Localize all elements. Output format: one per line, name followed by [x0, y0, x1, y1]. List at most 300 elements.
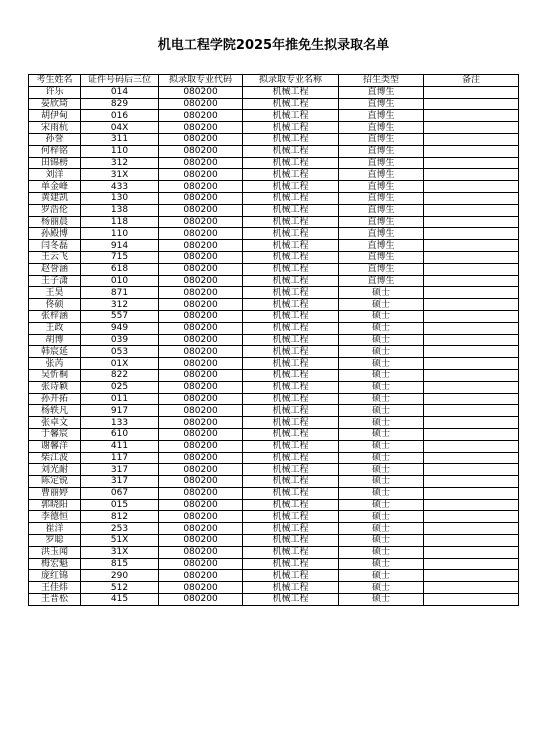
header-major-code: 拟录取专业代码	[159, 75, 243, 87]
cell-major-code: 080200	[159, 523, 243, 535]
cell-id-last-three: 138	[81, 204, 159, 216]
cell-major-name: 机械工程	[243, 452, 339, 464]
cell-remarks	[424, 299, 519, 311]
table-body	[29, 86, 519, 605]
cell-id-last-three: 411	[81, 440, 159, 452]
cell-id-last-three: 512	[81, 582, 159, 594]
cell-major-name: 机械工程	[243, 440, 339, 452]
cell-remarks	[424, 98, 519, 110]
cell-admission-type: 硕士	[339, 322, 424, 334]
cell-name: 庞红锦	[29, 570, 81, 582]
cell-remarks	[424, 122, 519, 134]
table-row	[29, 440, 519, 452]
table-row	[29, 275, 519, 287]
cell-name: 崔洋	[29, 523, 81, 535]
cell-id-last-three: 118	[81, 216, 159, 228]
cell-remarks	[424, 428, 519, 440]
table-row	[29, 417, 519, 429]
cell-name: 梅宏魁	[29, 558, 81, 570]
table-row	[29, 582, 519, 594]
cell-id-last-three: 015	[81, 499, 159, 511]
cell-admission-type: 直博生	[339, 240, 424, 252]
cell-major-name: 机械工程	[243, 192, 339, 204]
cell-admission-type: 硕士	[339, 358, 424, 370]
table-row	[29, 181, 519, 193]
cell-major-code: 080200	[159, 393, 243, 405]
cell-name: 黄建凯	[29, 192, 81, 204]
cell-remarks	[424, 310, 519, 322]
table-row	[29, 346, 519, 358]
cell-major-name: 机械工程	[243, 181, 339, 193]
cell-id-last-three: 871	[81, 287, 159, 299]
cell-name: 王云飞	[29, 251, 81, 263]
cell-major-name: 机械工程	[243, 558, 339, 570]
header-admission-type: 招生类型	[339, 75, 424, 87]
cell-major-code: 080200	[159, 381, 243, 393]
table-row	[29, 299, 519, 311]
cell-id-last-three: 31X	[81, 546, 159, 558]
cell-admission-type: 硕士	[339, 393, 424, 405]
cell-major-name: 机械工程	[243, 110, 339, 122]
cell-admission-type: 直博生	[339, 181, 424, 193]
header-major-name: 拟录取专业名称	[243, 75, 339, 87]
table-row	[29, 263, 519, 275]
cell-major-code: 080200	[159, 452, 243, 464]
cell-remarks	[424, 216, 519, 228]
cell-major-code: 080200	[159, 369, 243, 381]
cell-name: 柴江波	[29, 452, 81, 464]
table-row	[29, 381, 519, 393]
table-header-row	[29, 75, 519, 87]
cell-name: 何梓铭	[29, 145, 81, 157]
cell-major-code: 080200	[159, 133, 243, 145]
table-row	[29, 122, 519, 134]
cell-major-code: 080200	[159, 464, 243, 476]
cell-id-last-three: 822	[81, 369, 159, 381]
cell-remarks	[424, 417, 519, 429]
table-row	[29, 157, 519, 169]
cell-major-name: 机械工程	[243, 228, 339, 240]
cell-major-name: 机械工程	[243, 499, 339, 511]
cell-major-code: 080200	[159, 582, 243, 594]
cell-id-last-three: 01X	[81, 358, 159, 370]
cell-admission-type: 硕士	[339, 405, 424, 417]
cell-major-name: 机械工程	[243, 594, 339, 606]
table-row	[29, 98, 519, 110]
table-row	[29, 452, 519, 464]
table-row	[29, 535, 519, 547]
cell-admission-type: 硕士	[339, 582, 424, 594]
cell-id-last-three: 917	[81, 405, 159, 417]
header-id-last-three: 证件号码后三位	[81, 75, 159, 87]
cell-name: 孙殿博	[29, 228, 81, 240]
cell-name: 罗浩伦	[29, 204, 81, 216]
cell-major-code: 080200	[159, 487, 243, 499]
cell-major-name: 机械工程	[243, 240, 339, 252]
cell-remarks	[424, 487, 519, 499]
cell-id-last-three: 117	[81, 452, 159, 464]
cell-remarks	[424, 145, 519, 157]
cell-name: 王政	[29, 322, 81, 334]
cell-major-code: 080200	[159, 299, 243, 311]
cell-admission-type: 直博生	[339, 228, 424, 240]
cell-major-code: 080200	[159, 122, 243, 134]
cell-major-code: 080200	[159, 417, 243, 429]
cell-remarks	[424, 192, 519, 204]
cell-major-code: 080200	[159, 287, 243, 299]
cell-admission-type: 直博生	[339, 145, 424, 157]
table-row	[29, 523, 519, 535]
cell-remarks	[424, 322, 519, 334]
cell-id-last-three: 025	[81, 381, 159, 393]
cell-remarks	[424, 381, 519, 393]
table-row	[29, 570, 519, 582]
cell-remarks	[424, 393, 519, 405]
cell-major-name: 机械工程	[243, 369, 339, 381]
cell-remarks	[424, 181, 519, 193]
table-row	[29, 369, 519, 381]
cell-remarks	[424, 287, 519, 299]
cell-id-last-three: 949	[81, 322, 159, 334]
cell-major-name: 机械工程	[243, 263, 339, 275]
cell-major-code: 080200	[159, 346, 243, 358]
cell-admission-type: 硕士	[339, 452, 424, 464]
cell-name: 陈定锐	[29, 476, 81, 488]
cell-id-last-three: 067	[81, 487, 159, 499]
table-row	[29, 428, 519, 440]
cell-admission-type: 硕士	[339, 464, 424, 476]
cell-major-code: 080200	[159, 157, 243, 169]
cell-name: 王晋松	[29, 594, 81, 606]
cell-id-last-three: 04X	[81, 122, 159, 134]
cell-major-code: 080200	[159, 98, 243, 110]
cell-admission-type: 硕士	[339, 440, 424, 452]
cell-remarks	[424, 440, 519, 452]
cell-name: 赵誉涵	[29, 263, 81, 275]
cell-name: 杨丽晨	[29, 216, 81, 228]
cell-major-code: 080200	[159, 511, 243, 523]
cell-major-name: 机械工程	[243, 535, 339, 547]
cell-major-name: 机械工程	[243, 334, 339, 346]
cell-major-name: 机械工程	[243, 582, 339, 594]
cell-major-code: 080200	[159, 310, 243, 322]
cell-admission-type: 直博生	[339, 169, 424, 181]
cell-major-code: 080200	[159, 263, 243, 275]
cell-remarks	[424, 369, 519, 381]
cell-name: 张梓涵	[29, 310, 81, 322]
cell-id-last-three: 290	[81, 570, 159, 582]
table-row	[29, 228, 519, 240]
cell-name: 田锦榜	[29, 157, 81, 169]
cell-remarks	[424, 405, 519, 417]
cell-major-name: 机械工程	[243, 346, 339, 358]
cell-major-code: 080200	[159, 240, 243, 252]
cell-admission-type: 直博生	[339, 122, 424, 134]
cell-major-name: 机械工程	[243, 358, 339, 370]
cell-admission-type: 直博生	[339, 133, 424, 145]
cell-name: 孙开拓	[29, 393, 81, 405]
cell-id-last-three: 51X	[81, 535, 159, 547]
cell-major-name: 机械工程	[243, 322, 339, 334]
cell-major-name: 机械工程	[243, 428, 339, 440]
table-row	[29, 251, 519, 263]
cell-major-name: 机械工程	[243, 157, 339, 169]
cell-major-code: 080200	[159, 216, 243, 228]
cell-remarks	[424, 228, 519, 240]
cell-remarks	[424, 594, 519, 606]
table-row	[29, 216, 519, 228]
cell-major-code: 080200	[159, 110, 243, 122]
cell-major-code: 080200	[159, 169, 243, 181]
cell-name: 佟硕	[29, 299, 81, 311]
cell-admission-type: 硕士	[339, 299, 424, 311]
cell-remarks	[424, 523, 519, 535]
cell-id-last-three: 317	[81, 464, 159, 476]
cell-major-name: 机械工程	[243, 216, 339, 228]
cell-remarks	[424, 558, 519, 570]
cell-admission-type: 硕士	[339, 570, 424, 582]
cell-name: 胡伊甸	[29, 110, 81, 122]
cell-name: 郭晓阳	[29, 499, 81, 511]
cell-name: 宋雨杭	[29, 122, 81, 134]
cell-id-last-three: 312	[81, 157, 159, 169]
cell-remarks	[424, 334, 519, 346]
cell-name: 洪玉闻	[29, 546, 81, 558]
cell-remarks	[424, 346, 519, 358]
cell-major-code: 080200	[159, 594, 243, 606]
cell-name: 王昊	[29, 287, 81, 299]
document-title: 机电工程学院2025年推免生拟录取名单	[157, 38, 390, 53]
cell-major-name: 机械工程	[243, 251, 339, 263]
cell-name: 王子潇	[29, 275, 81, 287]
cell-major-name: 机械工程	[243, 487, 339, 499]
cell-major-code: 080200	[159, 334, 243, 346]
cell-major-code: 080200	[159, 145, 243, 157]
cell-id-last-three: 829	[81, 98, 159, 110]
cell-id-last-three: 039	[81, 334, 159, 346]
cell-admission-type: 直博生	[339, 251, 424, 263]
cell-name: 韩宸延	[29, 346, 81, 358]
cell-name: 杨轶凡	[29, 405, 81, 417]
cell-name: 孙誉	[29, 133, 81, 145]
cell-remarks	[424, 204, 519, 216]
table-row	[29, 464, 519, 476]
cell-name: 李德恒	[29, 511, 81, 523]
cell-major-name: 机械工程	[243, 381, 339, 393]
cell-remarks	[424, 86, 519, 98]
cell-admission-type: 硕士	[339, 476, 424, 488]
cell-id-last-three: 610	[81, 428, 159, 440]
cell-admission-type: 直博生	[339, 216, 424, 228]
table-row	[29, 133, 519, 145]
table-row	[29, 322, 519, 334]
cell-major-name: 机械工程	[243, 523, 339, 535]
table-row	[29, 169, 519, 181]
cell-major-name: 机械工程	[243, 476, 339, 488]
cell-id-last-three: 110	[81, 228, 159, 240]
cell-major-code: 080200	[159, 535, 243, 547]
cell-admission-type: 直博生	[339, 192, 424, 204]
cell-major-code: 080200	[159, 251, 243, 263]
cell-remarks	[424, 499, 519, 511]
cell-admission-type: 直博生	[339, 275, 424, 287]
table-row	[29, 204, 519, 216]
table-row	[29, 145, 519, 157]
cell-major-code: 080200	[159, 476, 243, 488]
cell-name: 曹丽婷	[29, 487, 81, 499]
admission-table	[28, 74, 519, 606]
table-row	[29, 487, 519, 499]
cell-remarks	[424, 476, 519, 488]
cell-id-last-three: 016	[81, 110, 159, 122]
cell-major-code: 080200	[159, 440, 243, 452]
cell-admission-type: 直博生	[339, 204, 424, 216]
cell-id-last-three: 815	[81, 558, 159, 570]
cell-major-code: 080200	[159, 228, 243, 240]
cell-admission-type: 硕士	[339, 428, 424, 440]
cell-major-name: 机械工程	[243, 204, 339, 216]
cell-admission-type: 直博生	[339, 157, 424, 169]
cell-major-name: 机械工程	[243, 393, 339, 405]
cell-name: 谢馨洋	[29, 440, 81, 452]
cell-major-name: 机械工程	[243, 122, 339, 134]
cell-name: 吴忻桐	[29, 369, 81, 381]
cell-admission-type: 硕士	[339, 594, 424, 606]
cell-name: 刘洋	[29, 169, 81, 181]
cell-remarks	[424, 275, 519, 287]
cell-admission-type: 硕士	[339, 546, 424, 558]
cell-remarks	[424, 240, 519, 252]
cell-remarks	[424, 546, 519, 558]
cell-admission-type: 直博生	[339, 98, 424, 110]
cell-id-last-three: 914	[81, 240, 159, 252]
cell-id-last-three: 010	[81, 275, 159, 287]
cell-id-last-three: 253	[81, 523, 159, 535]
cell-remarks	[424, 133, 519, 145]
cell-remarks	[424, 358, 519, 370]
cell-admission-type: 硕士	[339, 346, 424, 358]
cell-admission-type: 直博生	[339, 86, 424, 98]
cell-remarks	[424, 570, 519, 582]
cell-major-name: 机械工程	[243, 546, 339, 558]
cell-remarks	[424, 169, 519, 181]
cell-major-code: 080200	[159, 428, 243, 440]
cell-major-name: 机械工程	[243, 86, 339, 98]
cell-name: 胡博	[29, 334, 81, 346]
cell-remarks	[424, 535, 519, 547]
cell-admission-type: 硕士	[339, 558, 424, 570]
cell-major-code: 080200	[159, 181, 243, 193]
table-row	[29, 334, 519, 346]
cell-remarks	[424, 251, 519, 263]
cell-id-last-three: 312	[81, 299, 159, 311]
cell-id-last-three: 014	[81, 86, 159, 98]
cell-name: 张卓文	[29, 417, 81, 429]
cell-name: 闫冬磊	[29, 240, 81, 252]
cell-remarks	[424, 582, 519, 594]
cell-admission-type: 硕士	[339, 369, 424, 381]
cell-remarks	[424, 263, 519, 275]
cell-name: 刘光耐	[29, 464, 81, 476]
cell-id-last-three: 110	[81, 145, 159, 157]
cell-major-code: 080200	[159, 546, 243, 558]
table-row	[29, 558, 519, 570]
cell-id-last-three: 311	[81, 133, 159, 145]
cell-name: 单金峰	[29, 181, 81, 193]
table-row	[29, 310, 519, 322]
cell-name: 罗聪	[29, 535, 81, 547]
cell-major-name: 机械工程	[243, 464, 339, 476]
cell-major-name: 机械工程	[243, 133, 339, 145]
cell-name: 于馨宸	[29, 428, 81, 440]
cell-major-code: 080200	[159, 322, 243, 334]
cell-id-last-three: 011	[81, 393, 159, 405]
header-remarks: 备注	[424, 75, 519, 87]
cell-admission-type: 硕士	[339, 499, 424, 511]
cell-name: 张诗颖	[29, 381, 81, 393]
header-name: 考生姓名	[29, 75, 81, 87]
cell-remarks	[424, 110, 519, 122]
cell-id-last-three: 133	[81, 417, 159, 429]
cell-name: 许乐	[29, 86, 81, 98]
cell-admission-type: 硕士	[339, 334, 424, 346]
cell-admission-type: 硕士	[339, 523, 424, 535]
cell-major-name: 机械工程	[243, 570, 339, 582]
cell-id-last-three: 812	[81, 511, 159, 523]
cell-name: 王佳炜	[29, 582, 81, 594]
cell-major-name: 机械工程	[243, 287, 339, 299]
cell-major-code: 080200	[159, 570, 243, 582]
table-row	[29, 86, 519, 98]
cell-admission-type: 直博生	[339, 110, 424, 122]
cell-name: 张芮	[29, 358, 81, 370]
cell-major-name: 机械工程	[243, 511, 339, 523]
cell-id-last-three: 715	[81, 251, 159, 263]
cell-id-last-three: 415	[81, 594, 159, 606]
cell-remarks	[424, 464, 519, 476]
cell-major-code: 080200	[159, 499, 243, 511]
cell-admission-type: 硕士	[339, 310, 424, 322]
cell-admission-type: 硕士	[339, 487, 424, 499]
cell-major-name: 机械工程	[243, 310, 339, 322]
table-row	[29, 594, 519, 606]
cell-major-code: 080200	[159, 558, 243, 570]
cell-major-code: 080200	[159, 275, 243, 287]
cell-id-last-three: 557	[81, 310, 159, 322]
cell-major-code: 080200	[159, 192, 243, 204]
cell-name: 晏欣琦	[29, 98, 81, 110]
table-row	[29, 358, 519, 370]
cell-remarks	[424, 511, 519, 523]
cell-major-name: 机械工程	[243, 169, 339, 181]
table-row	[29, 476, 519, 488]
cell-id-last-three: 433	[81, 181, 159, 193]
cell-id-last-three: 053	[81, 346, 159, 358]
table-row	[29, 192, 519, 204]
cell-major-code: 080200	[159, 204, 243, 216]
table-row	[29, 240, 519, 252]
cell-remarks	[424, 157, 519, 169]
table-row	[29, 511, 519, 523]
cell-major-code: 080200	[159, 405, 243, 417]
cell-admission-type: 硕士	[339, 535, 424, 547]
table-row	[29, 287, 519, 299]
cell-admission-type: 直博生	[339, 263, 424, 275]
cell-major-code: 080200	[159, 86, 243, 98]
cell-major-name: 机械工程	[243, 299, 339, 311]
cell-major-name: 机械工程	[243, 98, 339, 110]
table-row	[29, 499, 519, 511]
